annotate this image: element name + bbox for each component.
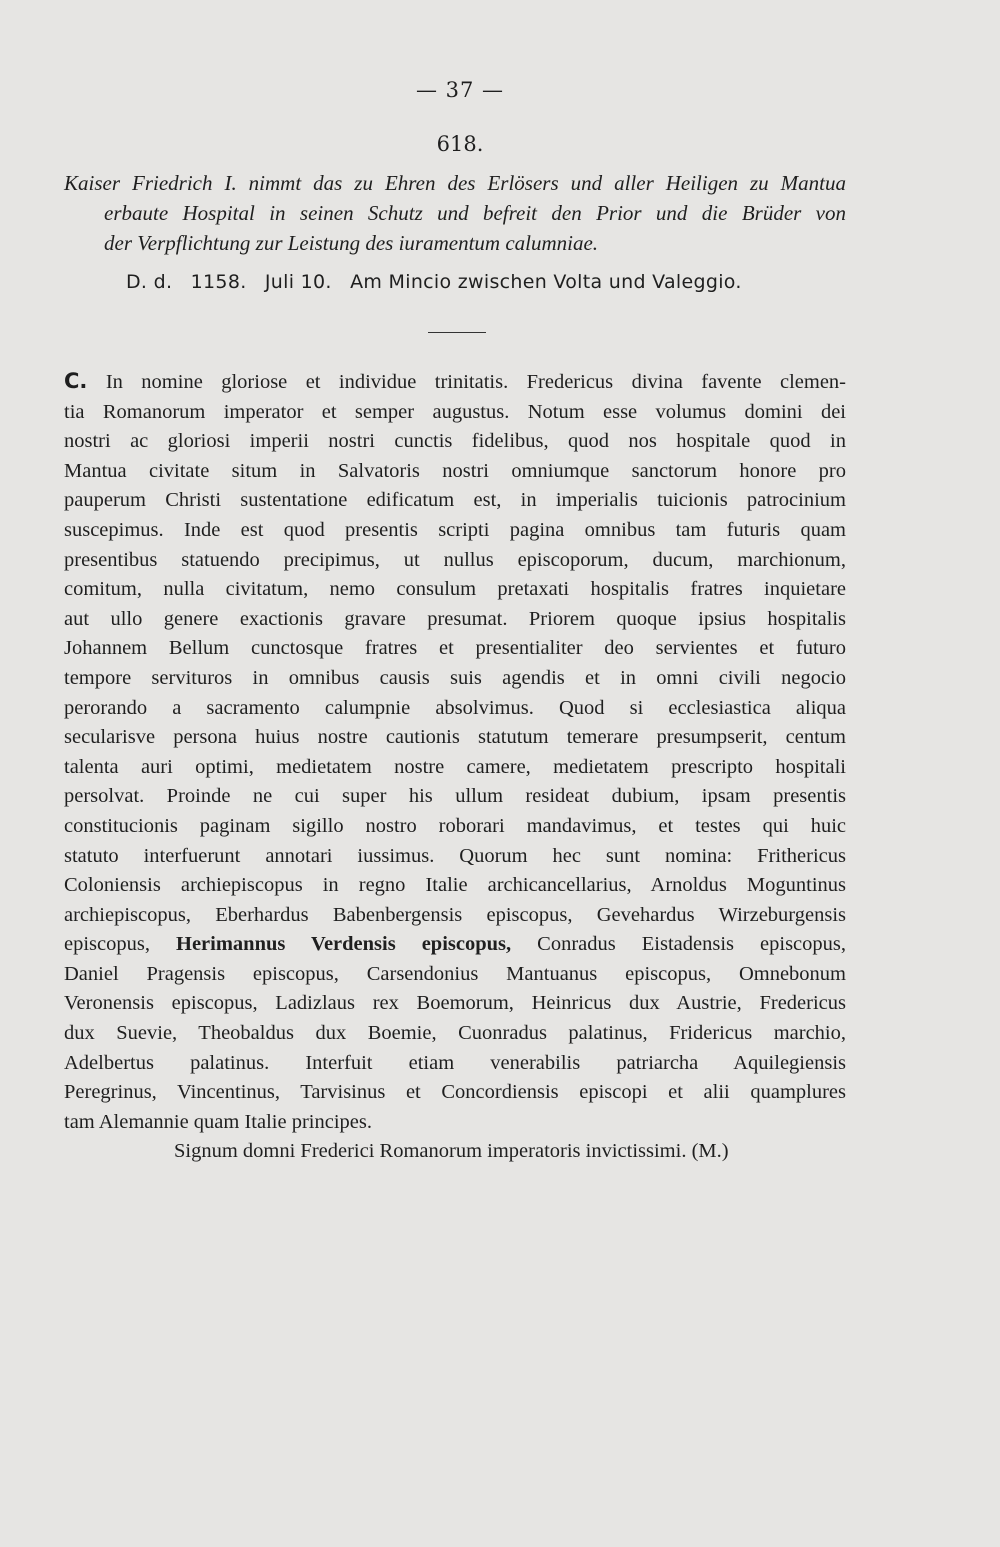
text-line: perorando a sacramento calumpnie absolvimus. Quod si ecclesiastica aliqua (64, 696, 846, 719)
text-line: secularisve persona huius nostre cautionis statutum temerare presumpserit, centum (64, 726, 846, 749)
text-initial: C. (64, 369, 88, 393)
text-line: Johannem Bellum cunctosque fratres et presentialiter deo servientes et futuro (64, 637, 846, 660)
text-line: aut ullo genere exactionis gravare presumat. Priorem quoque ipsius hospitalis (64, 607, 846, 630)
text-line: archiepiscopus, Eberhardus Babenbergensis episcopus, Gevehardus Wirzeburgensis (64, 903, 846, 926)
text-line (64, 930, 846, 960)
text-line: tam Alemannie quam Italie principes. (64, 1110, 372, 1133)
text-line-content: episcopus, (64, 933, 150, 956)
text-line-content: In nomine gloriose et individue trinitatis. Fredericus divina favente clemen- (105, 371, 846, 393)
page-number: — 37 — (415, 78, 505, 102)
highlighted-witness: Herimannus Verdensis episcopus, (176, 933, 512, 956)
signum-line: Signum domni Frederici Romanorum imperatoris invictissimi. (M.) (174, 1140, 729, 1163)
text-line-content: Conradus Eistadensis episcopus, (537, 933, 847, 956)
text-line: suscepimus. Inde est quod presentis scripti pagina omnibus tam futuris quam (64, 518, 846, 541)
text-line: Coloniensis archiepiscopus in regno Italie archicancellarius, Arnoldus Moguntinus (64, 874, 846, 897)
regest-summary (64, 168, 846, 258)
dateline-place: Am Mincio zwischen Volta und Valeggio. (350, 271, 742, 293)
dateline (126, 271, 754, 293)
text-line: Adelbertus palatinus. Interfuit etiam venerabilis patriarcha Aquilegiensis (64, 1051, 846, 1074)
text-line: Daniel Pragensis episcopus, Carsendonius Mantuanus episcopus, Omnebonum (64, 962, 846, 985)
separator-rule (428, 332, 486, 333)
text-line: talenta auri optimi, medietatem nostre camere, medietatem prescripto hospitali (64, 755, 846, 778)
summary-line-2: erbaute Hospital in seinen Schutz und befreit den Prior und die Brüder von (104, 201, 846, 225)
text-line: comitum, nulla civitatum, nemo consulum pretaxati hospitalis fratres inquietare (64, 578, 846, 601)
document-number: 618. (436, 132, 484, 156)
text-line: nostri ac gloriosi imperii nostri cunctis fidelibus, quod nos hospitale quod in (64, 430, 846, 453)
summary-line-1: Kaiser Friedrich I. nimmt das zu Ehren des Erlösers und aller Heiligen zu Mantua (64, 171, 846, 195)
text-line: tia Romanorum imperator et semper augustus. Notum esse volumus domini dei (64, 400, 846, 423)
text-line: presentibus statuendo precipimus, ut nullus episcoporum, ducum, marchionum, (64, 548, 846, 571)
text-line: dux Suevie, Theobaldus dux Boemie, Cuonradus palatinus, Fridericus marchio, (64, 1022, 846, 1045)
text-line (64, 367, 846, 398)
dateline-dd: D. d. (126, 271, 173, 293)
text-line: pauperum Christi sustentatione edificatum est, in imperialis tuicionis patrocinium (64, 489, 846, 512)
charter-text (64, 367, 846, 1167)
text-line: tempore servituros in omnibus causis suis agendis et in omni civili negocio (64, 666, 846, 689)
dateline-day: Juli 10. (264, 271, 332, 293)
text-line: Veronensis episcopus, Ladizlaus rex Boemorum, Heinricus dux Austrie, Fredericus (64, 992, 846, 1015)
text-line: constitucionis paginam sigillo nostro roborari mandavimus, et testes qui huic (64, 814, 846, 837)
text-line: persolvat. Proinde ne cui super his ullum resideat dubium, ipsam presentis (64, 785, 846, 808)
text-line: Peregrinus, Vincentinus, Tarvisinus et Concordiensis episcopi et alii quamplures (64, 1081, 846, 1104)
text-line: statuto interfuerunt annotari iussimus. Quorum hec sunt nomina: Frithericus (64, 844, 846, 867)
summary-line-3: der Verpflichtung zur Leistung des iuramentum calumniae. (104, 231, 599, 255)
text-line: Mantua civitate situm in Salvatoris nostri omniumque sanctorum honore pro (64, 459, 846, 482)
dateline-year: 1158. (190, 271, 247, 293)
